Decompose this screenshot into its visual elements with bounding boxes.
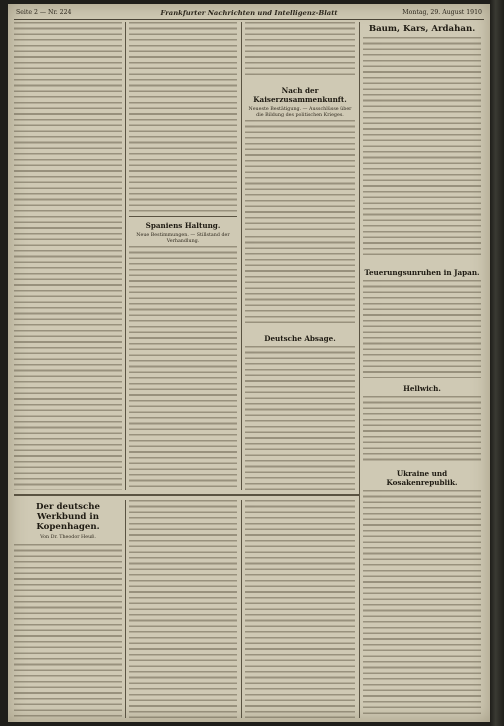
body-text bbox=[245, 236, 355, 326]
kaiser-lead: Neueste Bestätigung. — Ausschlüsse über die Bildung des politischen Krieges. bbox=[248, 107, 352, 118]
werkbund-headline: Der deutsche Werkbund in Kopenhagen. bbox=[36, 502, 100, 532]
hellwich-article bbox=[363, 382, 481, 462]
ukraine-article bbox=[363, 467, 481, 717]
spanien-headline: Spaniens Haltung. bbox=[145, 221, 221, 230]
ukraine-headline: Ukraine und Kosakenrepublik. bbox=[386, 469, 458, 487]
body-text bbox=[129, 246, 237, 491]
page-number: Seite 2 — Nr. 224 bbox=[16, 9, 72, 16]
spanien-lead: Neue Bestimmungen. — Stillstand der Verhandlung. bbox=[136, 233, 230, 244]
werkbund-byline: Von Dr. Theodor Heuß. bbox=[40, 535, 96, 540]
column-rule bbox=[125, 22, 126, 490]
issue-date: Montag, 29. August 1910 bbox=[402, 9, 482, 16]
body-text bbox=[129, 500, 237, 718]
page-header bbox=[14, 7, 484, 20]
baum-headline: Baum, Kars, Ardahan. bbox=[368, 24, 476, 34]
body-text bbox=[363, 280, 481, 378]
body-text bbox=[363, 37, 481, 259]
column-rule bbox=[241, 22, 242, 490]
body-text bbox=[363, 396, 481, 462]
werkbund-article bbox=[14, 500, 122, 718]
column-2-text bbox=[129, 22, 237, 212]
absagen-article bbox=[245, 332, 355, 492]
hellwich-headline: Hellwich. bbox=[403, 384, 441, 393]
spanien-article bbox=[129, 219, 237, 491]
newspaper-title: Frankfurter Nachrichten und Intelligenz-Blatt bbox=[160, 9, 338, 17]
body-text bbox=[245, 22, 355, 77]
kaiser-article bbox=[245, 84, 355, 232]
column-1-text bbox=[14, 22, 122, 490]
column-rule bbox=[125, 500, 126, 718]
body-text bbox=[245, 500, 355, 718]
body-text bbox=[14, 544, 122, 718]
feuilleton-rule bbox=[14, 494, 359, 496]
teuerung-headline: Teuerungsunruhen in Japan. bbox=[364, 268, 480, 277]
body-text bbox=[129, 22, 237, 212]
absagen-headline: Deutsche Absage. bbox=[264, 334, 336, 343]
column-3-intro bbox=[245, 22, 355, 77]
section-rule bbox=[129, 216, 237, 217]
werkbund-continued bbox=[245, 500, 355, 718]
baum-article bbox=[363, 22, 481, 262]
teuerung-article bbox=[363, 266, 481, 378]
werkbund-continued bbox=[129, 500, 237, 718]
body-text bbox=[363, 490, 481, 717]
kaiser-headline: Nach der Kaiserzusammenkunft. bbox=[253, 86, 347, 104]
column-rule bbox=[359, 22, 360, 718]
scan-edge bbox=[490, 0, 504, 726]
body-text bbox=[245, 120, 355, 232]
newspaper-page bbox=[8, 4, 490, 722]
body-text bbox=[14, 22, 122, 490]
column-rule bbox=[241, 500, 242, 718]
body-text bbox=[245, 346, 355, 491]
column-3-middle bbox=[245, 236, 355, 326]
